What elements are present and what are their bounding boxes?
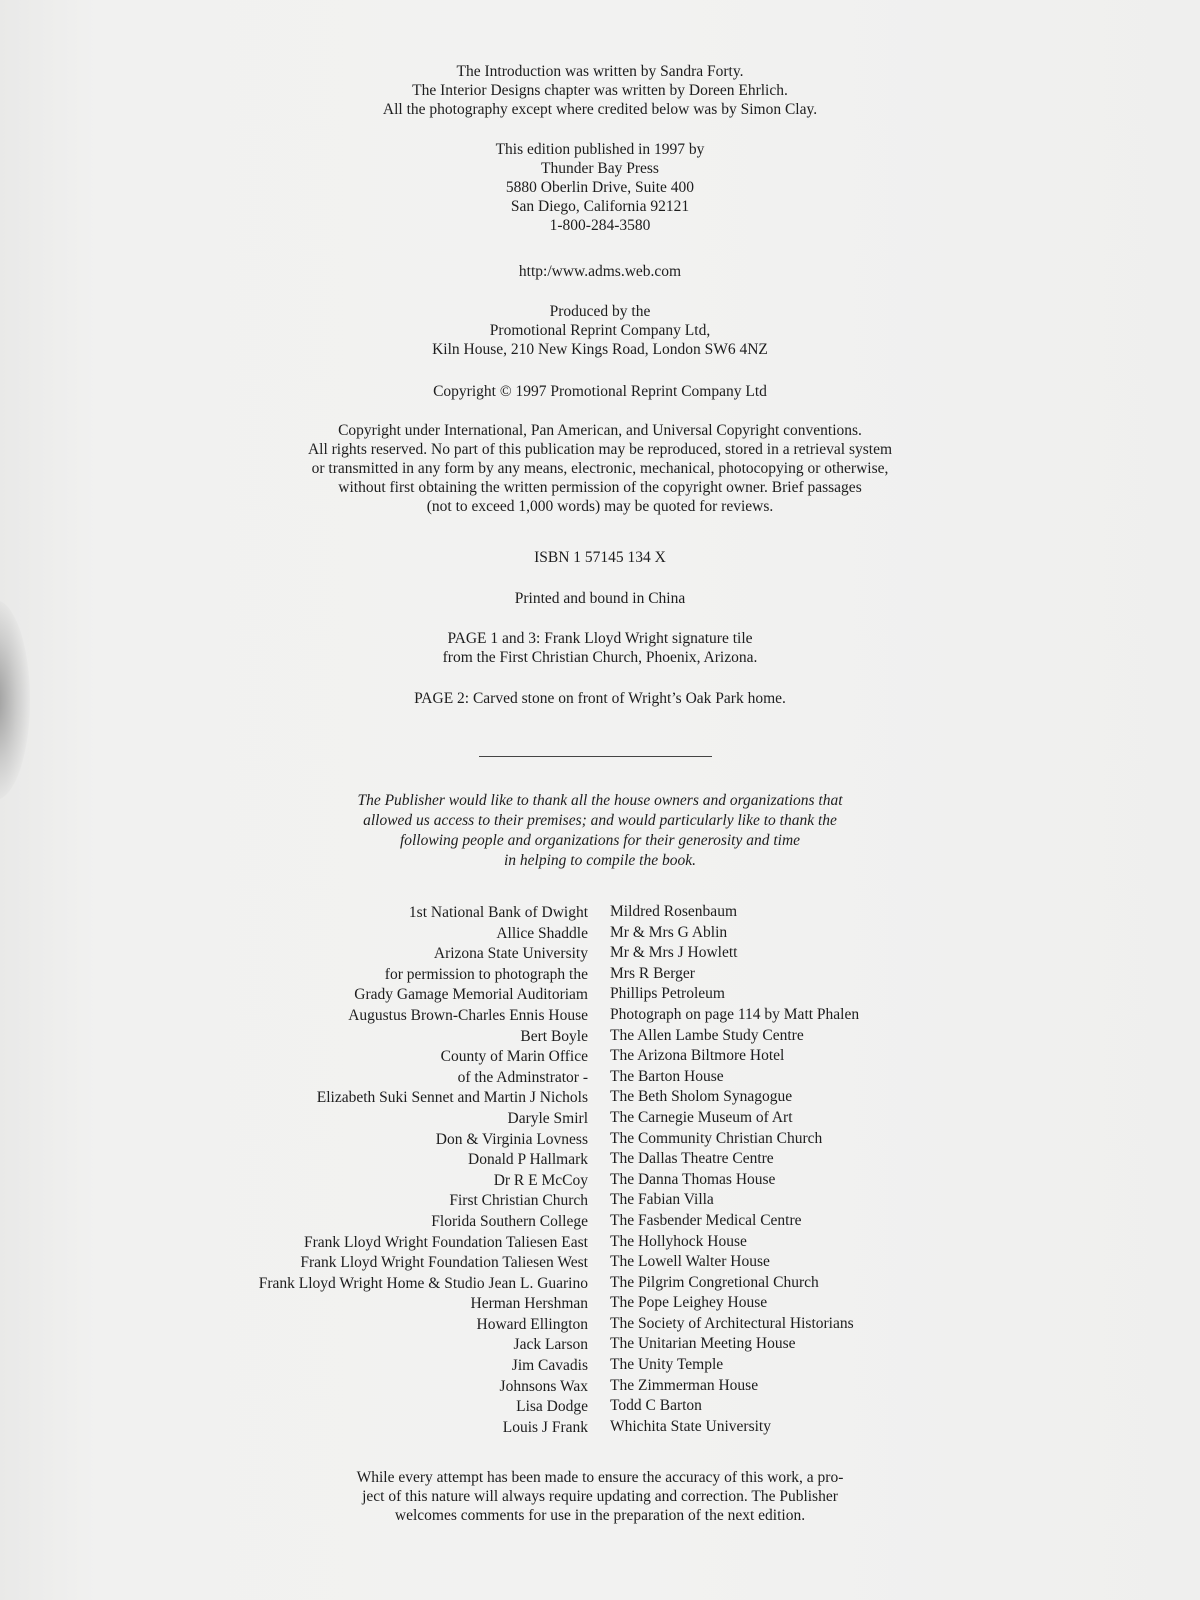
thanks-line: allowed us access to their premises; and would particularly like to thank the (363, 812, 837, 829)
rights-line: Copyright under International, Pan American, and Universal Copyright conventions. (338, 422, 862, 439)
acknowledgement-item: The Pope Leighey House (610, 1294, 768, 1312)
disclaimer-line: ject of this nature will always require updating and correction. The Publisher (362, 1488, 838, 1505)
credit-line: All the photography except where credited below was by Simon Clay. (382, 101, 818, 118)
rights-line: All rights reserved. No part of this publication may be reproduced, stored in a retrieval system (307, 441, 893, 458)
publisher-line: This edition published in 1997 by (495, 141, 705, 158)
acknowledgement-item: for permission to photograph the (384, 965, 588, 983)
acknowledgement-item: of the Adminstrator - (457, 1068, 588, 1086)
page-note-1 (0, 629, 1200, 667)
rights-line: (not to exceed 1,000 words) may be quoted for reviews. (426, 498, 774, 515)
rights-line: without first obtaining the written permission of the copyright owner. Brief passages (338, 479, 862, 496)
credit-line: The Interior Designs chapter was written by Doreen Ehrlich. (412, 82, 788, 99)
acknowledgement-item: Frank Lloyd Wright Home & Studio Jean L. Guarino (258, 1274, 588, 1292)
acknowledgement-item: Frank Lloyd Wright Foundation Taliesen West (300, 1254, 588, 1272)
acknowledgement-item: 1st National Bank of Dwight (408, 904, 588, 921)
acknowledgement-item: Grady Gamage Memorial Auditoriam (354, 986, 588, 1004)
disclaimer-line: While every attempt has been made to ensure the accuracy of this work, a pro- (356, 1469, 844, 1486)
website (0, 262, 1200, 281)
rights-block (0, 421, 1200, 516)
acknowledgement-item: Jim Cavadis (511, 1357, 588, 1375)
acknowledgement-item: Jack Larson (513, 1336, 588, 1354)
acknowledgement-item: The Pilgrim Congretional Church (610, 1273, 819, 1291)
publisher-line: 1-800-284-3580 (549, 217, 651, 234)
rights-line: or transmitted in any form by any means, electronic, mechanical, photocopying or otherwise, (311, 460, 889, 477)
credits-block (0, 62, 1200, 119)
acknowledgement-item: The Allen Lambe Study Centre (610, 1026, 804, 1044)
publisher-line: Thunder Bay Press (541, 160, 659, 177)
acknowledgement-item: Mr & Mrs G Ablin (610, 923, 728, 941)
acknowledgement-item: The Barton House (610, 1067, 724, 1085)
copyright-line: Copyright © 1997 Promotional Reprint Company Ltd (433, 383, 767, 400)
acknowledgement-item: Lisa Dodge (516, 1398, 588, 1416)
acknowledgement-item: The Arizona Biltmore Hotel (610, 1047, 785, 1065)
acknowledgement-item: Whichita State University (610, 1417, 771, 1435)
publisher-block (0, 140, 1200, 235)
credit-line: The Introduction was written by Sandra Forty. (456, 63, 744, 80)
acknowledgement-item: The Unitarian Meeting House (610, 1335, 796, 1353)
acknowledgement-item: Mrs R Berger (610, 964, 695, 982)
acknowledgement-item: The Carnegie Museum of Art (610, 1108, 793, 1126)
acknowledgement-item: Allice Shaddle (496, 924, 588, 942)
isbn (0, 548, 1200, 567)
acknowledgements-right-column (610, 902, 859, 1437)
producer-line: Kiln House, 210 New Kings Road, London SW6 4NZ (432, 341, 768, 358)
section-divider (479, 756, 712, 757)
website-url: http:/www.adms.web.com (518, 263, 682, 280)
acknowledgements-left-column (259, 903, 588, 1438)
acknowledgement-item: Herman Hershman (470, 1295, 588, 1313)
acknowledgement-item: Howard Ellington (476, 1315, 588, 1333)
acknowledgement-item: Augustus Brown-Charles Ennis House (348, 1006, 588, 1024)
disclaimer-line: welcomes comments for use in the preparation of the next edition. (394, 1507, 806, 1524)
producer-line: Produced by the (549, 303, 651, 320)
acknowledgement-item: Florida Southern College (431, 1212, 588, 1230)
acknowledgement-item: Todd C Barton (610, 1397, 702, 1415)
acknowledgement-item: The Danna Thomas House (610, 1170, 776, 1188)
publisher-line: 5880 Oberlin Drive, Suite 400 (505, 179, 695, 196)
acknowledgement-item: The Zimmerman House (610, 1376, 759, 1394)
acknowledgement-item: Louis J Frank (502, 1418, 588, 1436)
copyright-notice (0, 382, 1200, 401)
acknowledgement-item: Elizabeth Suki Sennet and Martin J Nichols (316, 1089, 588, 1107)
page-note-line: PAGE 2: Carved stone on front of Wright’s Oak Park home. (414, 690, 786, 707)
acknowledgement-item: The Fasbender Medical Centre (610, 1211, 802, 1229)
acknowledgement-item: Bert Boyle (520, 1027, 588, 1045)
acknowledgement-item: First Christian Church (449, 1192, 588, 1210)
thanks-line: following people and organizations for their generosity and time (399, 832, 801, 849)
acknowledgement-item: Arizona State University (433, 945, 588, 963)
acknowledgement-item: Johnsons Wax (499, 1377, 588, 1395)
acknowledgement-item: Mr & Mrs J Howlett (610, 944, 738, 962)
isbn-line: ISBN 1 57145 134 X (534, 549, 666, 566)
printed-line: Printed and bound in China (514, 590, 686, 607)
acknowledgement-item: The Society of Architectural Historians (610, 1314, 854, 1332)
printed-note (0, 589, 1200, 608)
acknowledgement-item: The Unity Temple (610, 1356, 724, 1374)
acknowledgement-item: Daryle Smirl (507, 1109, 588, 1127)
page-note-2 (0, 689, 1200, 708)
producer-block (0, 302, 1200, 359)
acknowledgement-item: Photograph on page 114 by Matt Phalen (610, 1005, 860, 1023)
acknowledgement-item: The Hollyhock House (610, 1232, 747, 1250)
thanks-block (0, 791, 1200, 871)
acknowledgement-item: The Dallas Theatre Centre (610, 1150, 774, 1168)
acknowledgement-item: Donald P Hallmark (468, 1151, 588, 1169)
acknowledgement-item: Frank Lloyd Wright Foundation Taliesen East (303, 1233, 588, 1251)
publisher-line: San Diego, California 92121 (510, 198, 690, 215)
thanks-line: in helping to compile the book. (504, 852, 696, 869)
acknowledgement-item: The Beth Sholom Synagogue (610, 1088, 793, 1106)
acknowledgement-item: Mildred Rosenbaum (610, 903, 737, 920)
acknowledgement-item: Phillips Petroleum (610, 985, 725, 1003)
acknowledgement-item: The Community Christian Church (610, 1129, 823, 1147)
producer-line: Promotional Reprint Company Ltd, (489, 322, 711, 339)
acknowledgement-item: Dr R E McCoy (493, 1171, 588, 1189)
acknowledgement-item: Don & Virginia Lovness (435, 1130, 588, 1148)
page-note-line: PAGE 1 and 3: Frank Lloyd Wright signature tile (447, 630, 753, 647)
acknowledgement-item: The Lowell Walter House (610, 1253, 770, 1271)
acknowledgement-item: County of Marin Office (440, 1048, 588, 1066)
disclaimer-block (0, 1468, 1200, 1525)
thanks-line: The Publisher would like to thank all the house owners and organizations that (357, 792, 843, 809)
page-note-line: from the First Christian Church, Phoenix, Arizona. (442, 649, 758, 666)
acknowledgement-item: The Fabian Villa (610, 1191, 714, 1209)
